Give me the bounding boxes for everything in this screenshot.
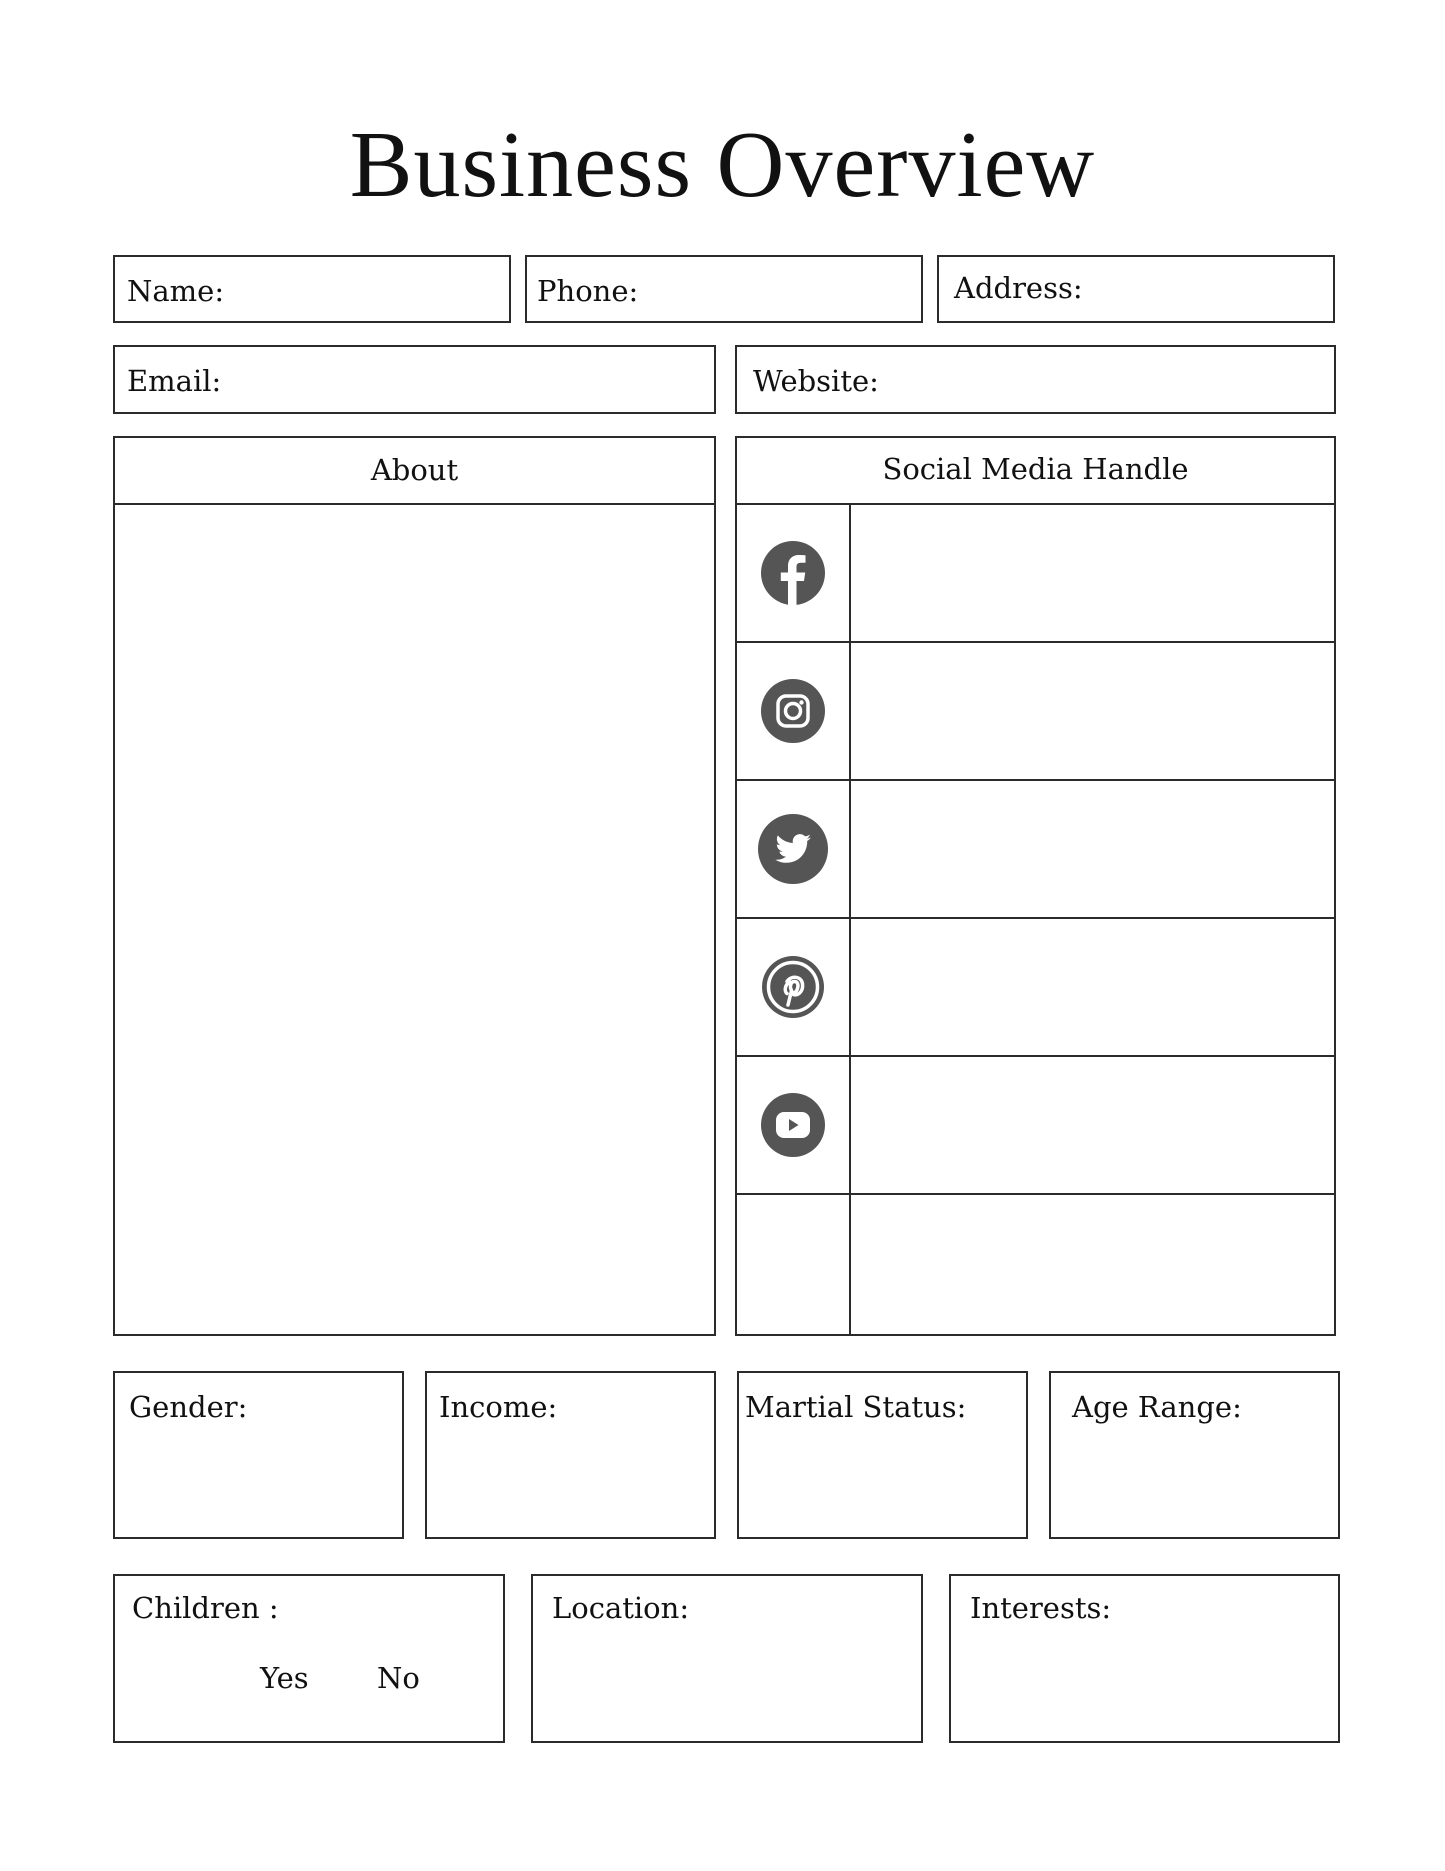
interests-label: Interests: (970, 1591, 1112, 1625)
youtube-icon (760, 1092, 826, 1158)
facebook-icon (760, 540, 826, 606)
page-title: Business Overview (349, 113, 1096, 217)
social-icon-cell-facebook (735, 503, 851, 643)
about-header (113, 436, 716, 505)
location-field[interactable] (531, 1574, 923, 1743)
social-handle-pinterest[interactable] (849, 917, 1336, 1057)
income-label: Income: (439, 1390, 558, 1424)
social-icon-cell-twitter (735, 779, 851, 919)
address-field[interactable] (937, 255, 1335, 323)
social-handle-facebook[interactable] (849, 503, 1336, 643)
about-header-label: About (370, 453, 459, 487)
social-handle-twitter[interactable] (849, 779, 1336, 919)
social-icon-cell-youtube (735, 1055, 851, 1195)
social-header-label: Social Media Handle (882, 452, 1189, 486)
interests-field[interactable] (949, 1574, 1340, 1743)
email-label: Email: (127, 364, 222, 398)
name-field[interactable] (113, 255, 511, 323)
gender-field[interactable] (113, 1371, 404, 1539)
social-icon-cell-instagram (735, 641, 851, 781)
social-icon-cell-pinterest (735, 917, 851, 1057)
social-handle-youtube[interactable] (849, 1055, 1336, 1195)
phone-label: Phone: (537, 274, 639, 308)
social-handle-instagram[interactable] (849, 641, 1336, 781)
name-label: Name: (127, 274, 225, 308)
website-field[interactable] (735, 345, 1336, 414)
phone-field[interactable] (525, 255, 923, 323)
address-label: Address: (954, 271, 1083, 305)
age-range-label: Age Range: (1072, 1390, 1242, 1424)
children-field[interactable] (113, 1574, 505, 1743)
social-handle-extra[interactable] (849, 1193, 1336, 1336)
marital-status-label: Martial Status: (745, 1390, 967, 1424)
website-label: Website: (753, 364, 879, 398)
twitter-icon (757, 813, 829, 885)
children-no-option[interactable]: No (377, 1661, 420, 1695)
location-label: Location: (552, 1591, 690, 1625)
children-yes-option[interactable]: Yes (260, 1661, 309, 1695)
age-range-field[interactable] (1049, 1371, 1340, 1539)
social-icon-cell-empty (735, 1193, 851, 1336)
email-field[interactable] (113, 345, 716, 414)
social-header (735, 436, 1336, 505)
pinterest-icon (761, 955, 825, 1019)
instagram-icon (760, 678, 826, 744)
income-field[interactable] (425, 1371, 716, 1539)
marital-status-field[interactable] (737, 1371, 1028, 1539)
gender-label: Gender: (129, 1390, 248, 1424)
about-textarea[interactable] (113, 503, 716, 1336)
children-label: Children : (132, 1591, 279, 1625)
